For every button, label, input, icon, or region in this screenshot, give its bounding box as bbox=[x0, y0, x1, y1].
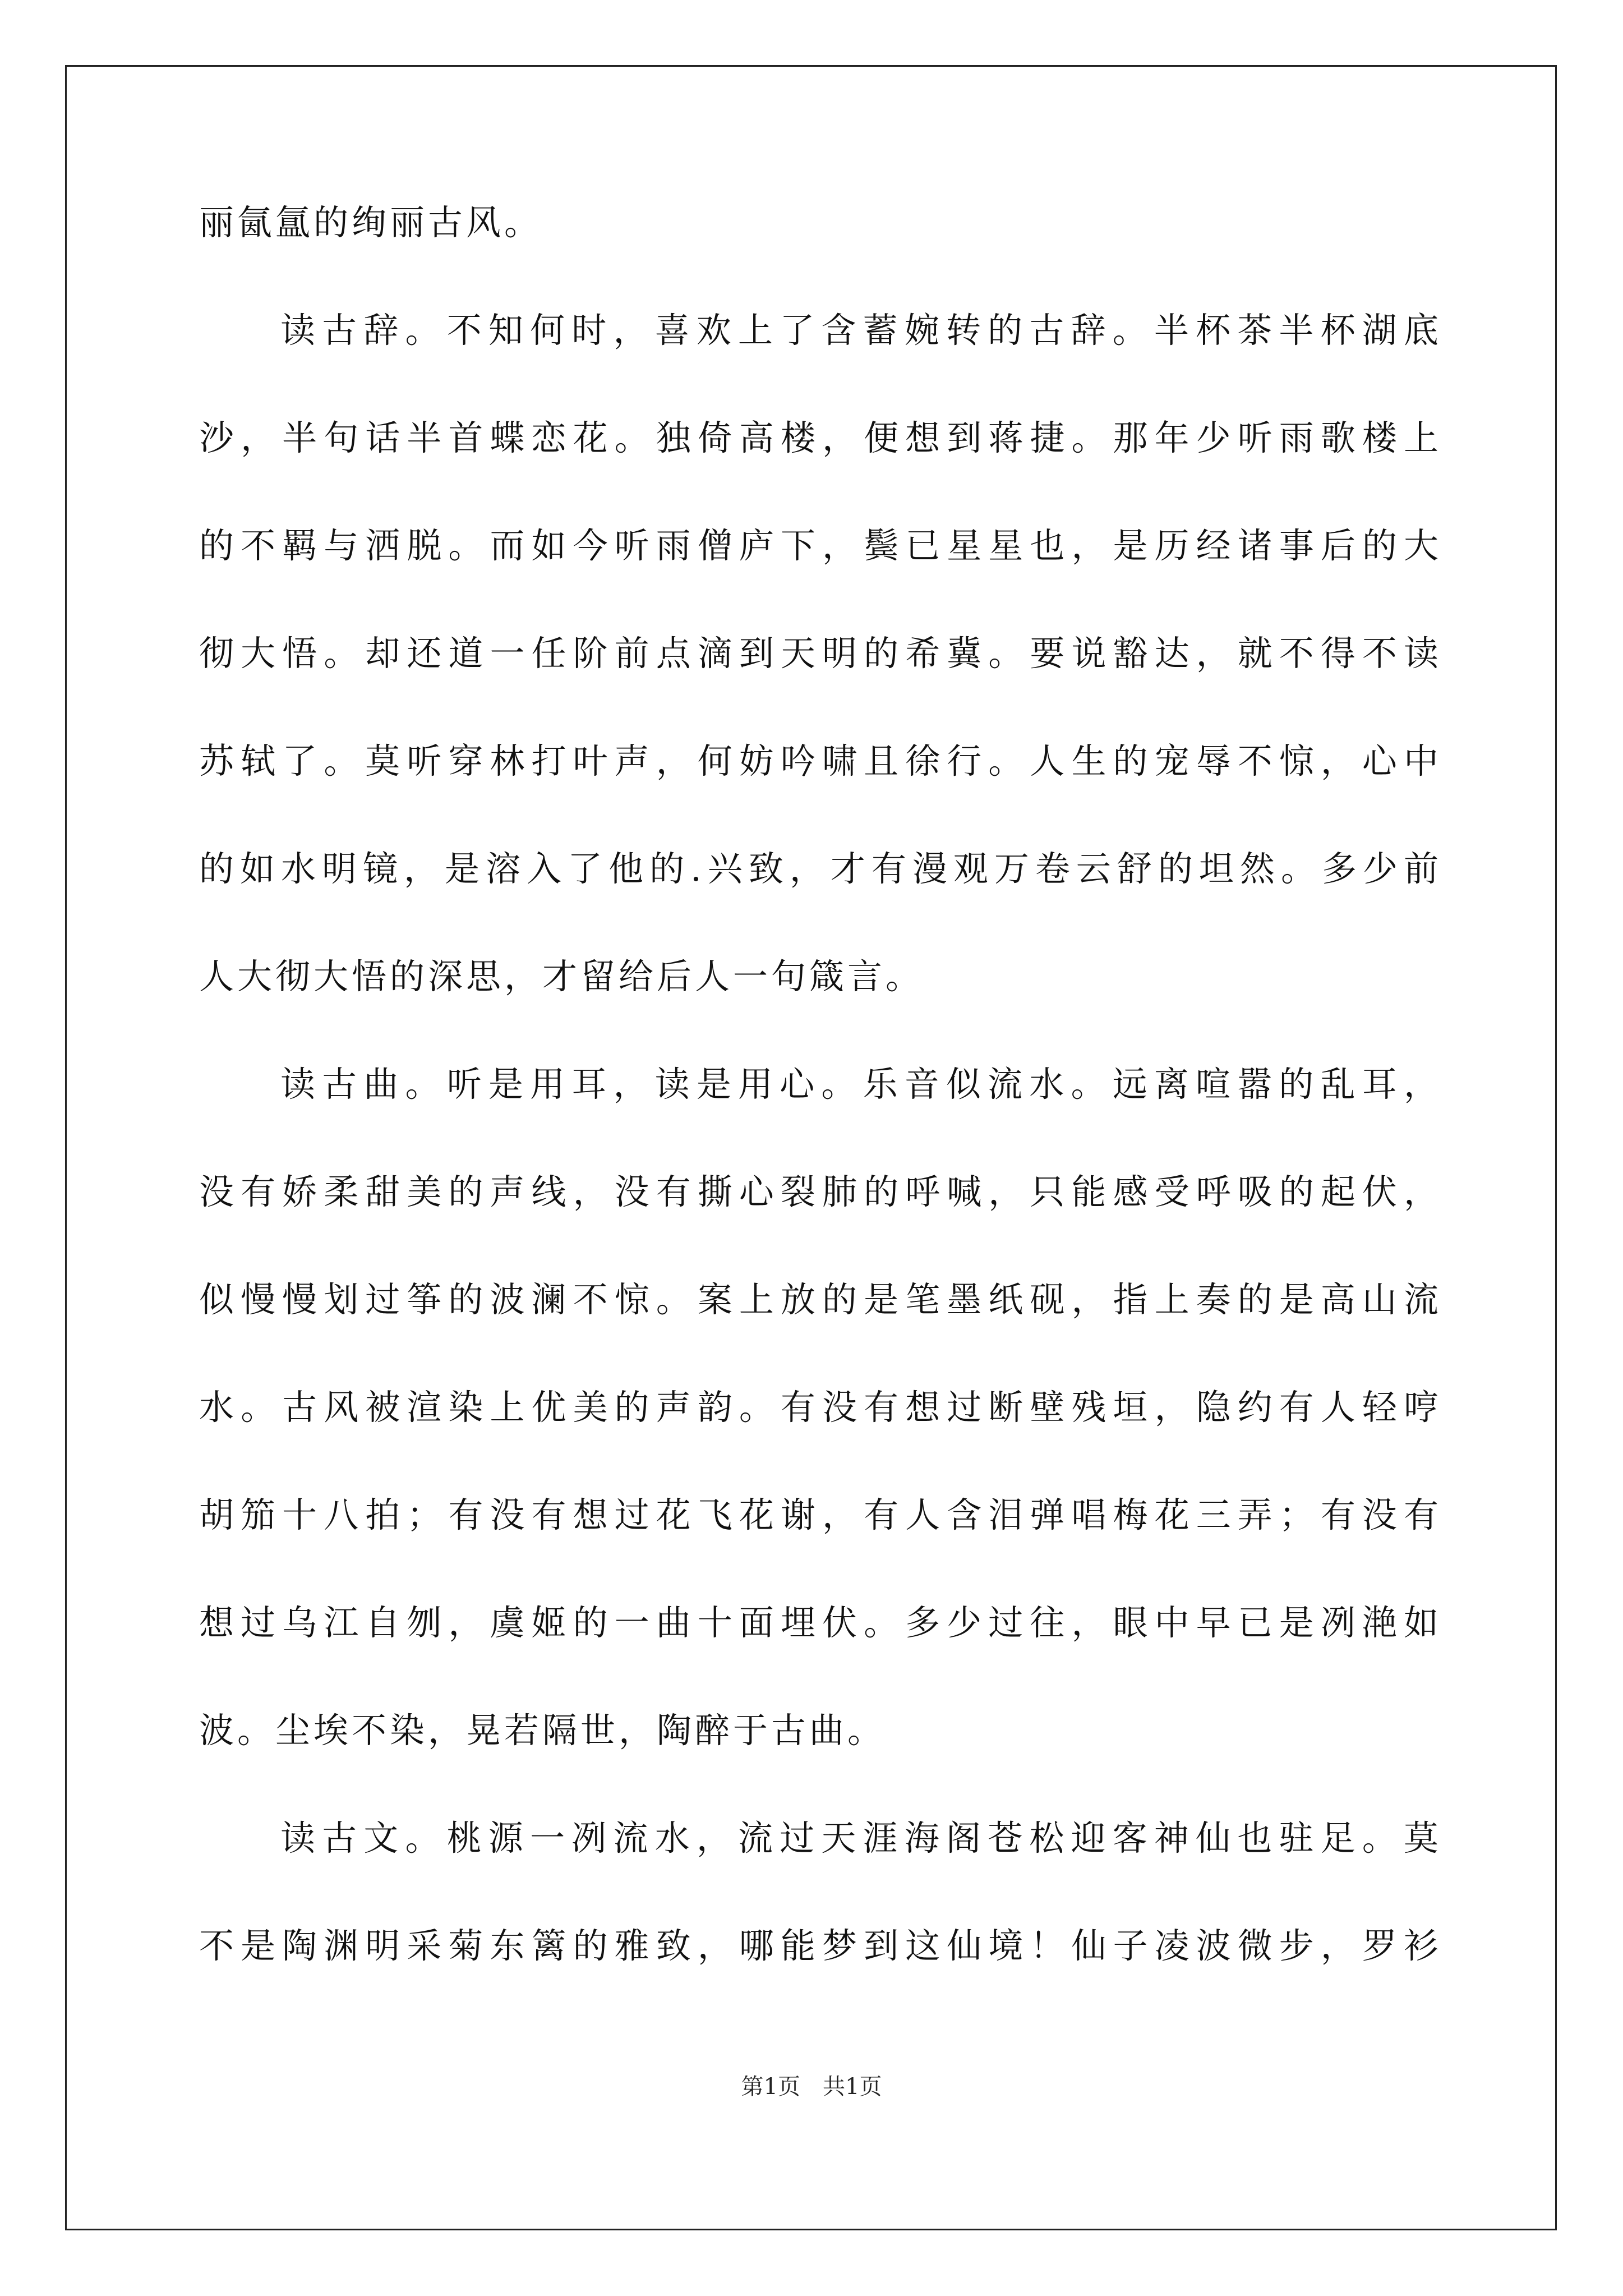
paragraph-3-line-5: 胡笳十八拍；有没有想过花飞花谢，有人含泪弹唱梅花三弄；有没有 bbox=[199, 1494, 1438, 1535]
paragraph-3-line-6: 想过乌江自刎，虞姬的一曲十面埋伏。多少过往，眼中早已是冽滟如 bbox=[199, 1602, 1438, 1643]
page-border bbox=[65, 65, 1557, 2230]
paragraph-3-line-7: 波。尘埃不染，晃若隔世，陶醉于古曲。 bbox=[199, 1710, 886, 1751]
paragraph-3-line-3: 似慢慢划过筝的波澜不惊。案上放的是笔墨纸砚，指上奏的是高山流 bbox=[199, 1279, 1438, 1320]
paragraph-2-line-4: 彻大悟。却还道一任阶前点滴到天明的希冀。要说豁达，就不得不读 bbox=[199, 633, 1438, 674]
paragraph-2-line-1: 读古辞。不知何时，喜欢上了含蓄婉转的古辞。半杯茶半杯湖底 bbox=[280, 310, 1438, 351]
paragraph-2-line-5: 苏轼了。莫听穿林打叶声，何妨吟啸且徐行。人生的宠辱不惊，心中 bbox=[199, 740, 1438, 781]
paragraph-4-line-2: 不是陶渊明采菊东篱的雅致，哪能梦到这仙境！仙子凌波微步，罗衫 bbox=[199, 1925, 1438, 1966]
paragraph-2-line-3: 的不羁与洒脱。而如今听雨僧庐下，鬓已星星也，是历经诸事后的大 bbox=[199, 525, 1438, 566]
text-line-1: 丽氤氲的绚丽古风。 bbox=[199, 202, 543, 243]
paragraph-4-line-1: 读古文。桃源一冽流水，流过天涯海阁苍松迎客神仙也驻足。莫 bbox=[280, 1818, 1438, 1858]
paragraph-3-line-2: 没有娇柔甜美的声线，没有撕心裂肺的呼喊，只能感受呼吸的起伏， bbox=[199, 1171, 1438, 1212]
paragraph-2-line-6: 的如水明镜，是溶入了他的.兴致，才有漫观万卷云舒的坦然。多少前 bbox=[199, 848, 1438, 889]
paragraph-3-line-1: 读古曲。听是用耳，读是用心。乐音似流水。远离喧嚣的乱耳， bbox=[280, 1064, 1438, 1105]
paragraph-3-line-4: 水。古风被渲染上优美的声韵。有没有想过断壁残垣，隐约有人轻哼 bbox=[199, 1387, 1438, 1428]
page-footer: 第1页 共1页 bbox=[741, 2074, 882, 2100]
paragraph-2-line-2: 沙，半句话半首蝶恋花。独倚高楼，便想到蒋捷。那年少听雨歌楼上 bbox=[199, 417, 1438, 458]
paragraph-2-line-7: 人大彻大悟的深思，才留给后人一句箴言。 bbox=[199, 956, 924, 997]
